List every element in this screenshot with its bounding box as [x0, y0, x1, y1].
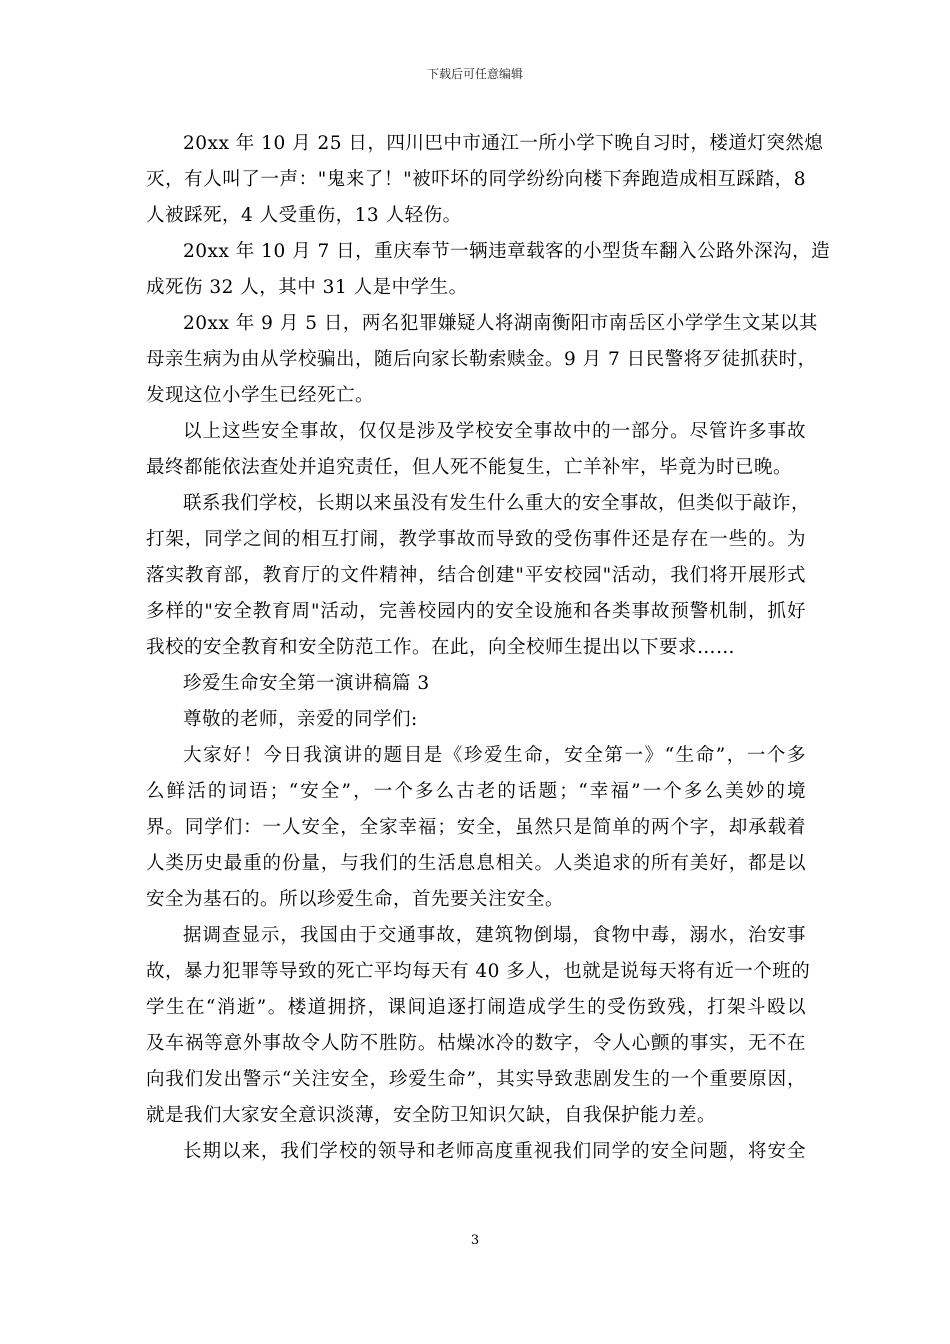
text-line: 界。同学们：一人安全，全家幸福；安全，虽然只是简单的两个字，却承载着 [146, 817, 806, 838]
text-line: 尊敬的老师，亲爱的同学们: [183, 709, 418, 730]
salutation [146, 702, 806, 738]
paragraph-summary [146, 414, 806, 486]
text-line: 20xx 年 9 月 5 日，两名犯罪嫌疑人将湖南衡阳市南岳区小学学生文某以其 [183, 313, 818, 334]
text-line: 人被踩死，4 人受重伤，13 人轻伤。 [146, 205, 462, 226]
paragraph-speech-opening [146, 738, 806, 918]
paragraph-school-requirements [146, 486, 811, 666]
section-heading [146, 666, 806, 702]
speech-title: 珍爱生命安全第一演讲稿篇 3 [183, 673, 430, 694]
document-body [146, 126, 831, 1170]
text-line: 及车祸等意外事故令人防不胜防。枯燥冰冷的数字，令人心颤的事实，无不在 [146, 1033, 806, 1054]
text-line: 20xx 年 10 月 25 日，四川巴中市通江一所小学下晚自习时，楼道灯突然熄 [183, 133, 824, 154]
paragraph-incident-hengyang [146, 306, 818, 414]
text-line: 安全为基石的。所以珍爱生命，首先要关注安全。 [146, 889, 565, 910]
text-line: 大家好！今日我演讲的题目是《珍爱生命，安全第一》“生命”，一个多 [183, 745, 806, 766]
text-line: 母亲生病为由从学校骗出，随后向家长勒索赎金。9 月 7 日民警将歹徒抓获时， [146, 349, 817, 370]
text-line: 落实教育部，教育厅的文件精神，结合创建"平安校园"活动，我们将开展形式 [146, 565, 806, 586]
page-number: 3 [470, 1233, 480, 1248]
text-line: 我校的安全教育和安全防范工作。在此，向全校师生提出以下要求…… [146, 637, 736, 658]
text-line: 灭，有人叫了一声："鬼来了！"被吓坏的同学纷纷向楼下奔跑造成相互踩踏，8 [146, 169, 806, 190]
text-line: 以上这些安全事故，仅仅是涉及学校安全事故中的一部分。尽管许多事故 [183, 421, 806, 442]
text-line: 么鲜活的词语；“安全”，一个多么古老的话题；“幸福”一个多么美妙的境 [146, 781, 806, 802]
text-line: 长期以来，我们学校的领导和老师高度重视我们同学的安全问题，将安全 [183, 1141, 806, 1162]
text-line: 联系我们学校，长期以来虽没有发生什么重大的安全事故，但类似于敲诈， [183, 493, 811, 514]
paragraph-statistics [146, 918, 811, 1134]
text-line: 就是我们大家安全意识淡薄，安全防卫知识欠缺，自我保护能力差。 [146, 1105, 717, 1126]
text-line: 最终都能依法查处并追究责任，但人死不能复生，亡羊补牢，毕竟为时已晚。 [146, 457, 793, 478]
page-header: 下载后可任意编辑 [426, 67, 523, 81]
text-line: 20xx 年 10 月 7 日，重庆奉节一辆违章载客的小型货车翻入公路外深沟，造 [183, 241, 831, 262]
text-line: 打架，同学之间的相互打闹，教学事故而导致的受伤事件还是存在一些的。为 [146, 529, 806, 550]
text-line: 成死伤 32 人，其中 31 人是中学生。 [146, 277, 468, 298]
paragraph-incident-tongjiang [146, 126, 824, 234]
paragraph-school-attention [146, 1134, 806, 1170]
text-line: 人类历史最重的份量，与我们的生活息息相关。人类追求的所有美好，都是以 [146, 853, 806, 874]
text-line: 向我们发出警示“关注安全，珍爱生命”，其实导致悲剧发生的一个重要原因， [146, 1069, 806, 1090]
text-line: 多样的"安全教育周"活动，完善校园内的安全设施和各类事故预警机制，抓好 [146, 601, 806, 622]
text-line: 故，暴力犯罪等导致的死亡平均每天有 40 多人，也就是说每天将有近一个班的 [146, 961, 811, 982]
text-line: 发现这位小学生已经死亡。 [146, 385, 375, 406]
text-line: 学生在“消逝”。楼道拥挤，课间追逐打闹造成学生的受伤致残，打架斗殴以 [146, 997, 806, 1018]
text-line: 据调查显示，我国由于交通事故，建筑物倒塌，食物中毒，溺水，治安事 [183, 925, 806, 946]
paragraph-incident-fengjie [146, 234, 831, 306]
